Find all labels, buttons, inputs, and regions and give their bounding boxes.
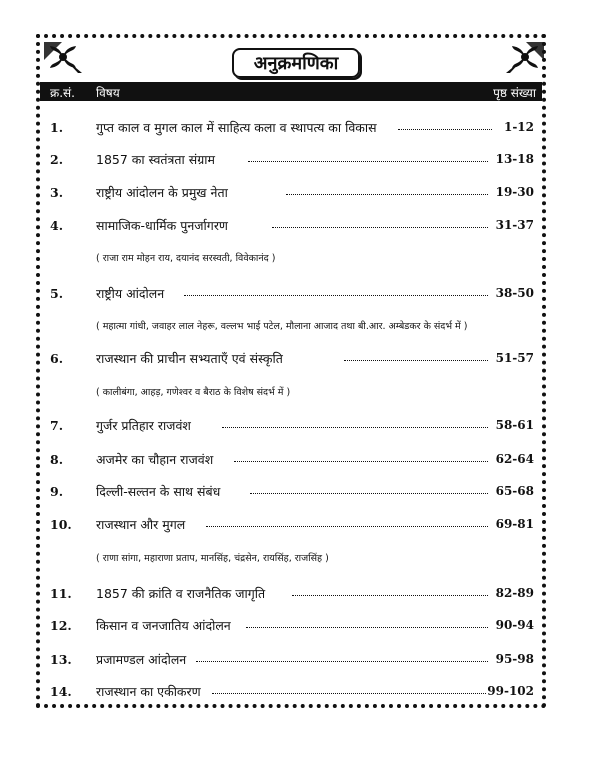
entry-title: अजमेर का चौहान राजवंश: [96, 452, 214, 467]
entry-number: 7.: [50, 418, 64, 433]
toc-entry[interactable]: [40, 682, 542, 702]
entry-title: गुप्त काल व मुगल काल में साहित्य कला व स्थापत्य का विकास: [96, 120, 377, 135]
entry-title: राष्ट्रीय आंदोलन: [96, 286, 165, 301]
toc-entry[interactable]: [40, 515, 542, 535]
toc-entry[interactable]: [40, 216, 542, 236]
entry-number: 12.: [50, 618, 72, 633]
entry-pages: 19-30: [495, 185, 534, 199]
entry-pages: 82-89: [495, 586, 534, 600]
entry-number: 6.: [50, 351, 64, 366]
dot-leader: [344, 360, 488, 361]
toc-entry[interactable]: [40, 584, 542, 604]
page-title: अनुक्रमणिका: [232, 48, 360, 78]
entry-note: ( राजा राम मोहन राय, दयानंद सरस्वती, विवेकानंद ): [96, 253, 276, 264]
entry-number: 4.: [50, 218, 64, 233]
entry-number: 13.: [50, 652, 72, 667]
entry-pages: 95-98: [495, 652, 534, 666]
toc-entry[interactable]: [40, 349, 542, 369]
entry-title: गुर्जर प्रतिहार राजवंश: [96, 418, 191, 433]
entry-number: 8.: [50, 452, 64, 467]
entry-pages: 69-81: [495, 517, 534, 531]
floral-ornament-icon: [42, 40, 84, 74]
entry-title: राष्ट्रीय आंदोलन के प्रमुख नेता: [96, 185, 228, 200]
entry-pages: 90-94: [495, 618, 534, 632]
toc-entry[interactable]: [40, 616, 542, 636]
entry-number: 2.: [50, 152, 64, 167]
dot-leader: [212, 693, 486, 694]
dot-leader: [292, 595, 488, 596]
header-number: क्र.सं.: [50, 86, 75, 100]
entry-title: राजस्थान की प्राचीन सभ्यताएँ एवं संस्कृति: [96, 351, 283, 366]
entry-pages: 38-50: [495, 286, 534, 300]
header-page-number: पृष्ठ संख्या: [493, 86, 536, 100]
entry-pages: 99-102: [487, 684, 534, 698]
dot-leader: [250, 493, 488, 494]
toc-entry[interactable]: [40, 183, 542, 203]
entry-pages: 31-37: [495, 218, 534, 232]
dot-leader: [398, 129, 492, 130]
toc-entry[interactable]: [40, 482, 542, 502]
dot-leader: [206, 526, 488, 527]
header-subject: विषय: [96, 86, 120, 100]
toc-entry[interactable]: [40, 118, 542, 138]
toc-entry[interactable]: [40, 416, 542, 436]
entry-note: ( राणा सांगा, महाराणा प्रताप, मानसिंह, चंद्रसेन, रायसिंह, राजसिंह ): [96, 553, 329, 564]
entry-pages: 58-61: [495, 418, 534, 432]
entry-number: 11.: [50, 586, 72, 601]
entry-pages: 1-12: [503, 120, 534, 134]
entry-title: किसान व जनजातिय आंदोलन: [96, 618, 231, 633]
floral-ornament-icon: [504, 40, 546, 74]
entry-number: 9.: [50, 484, 64, 499]
table-header: [40, 82, 542, 101]
dot-leader: [184, 295, 488, 296]
entry-title: राजस्थान का एकीकरण: [96, 684, 201, 699]
toc-entry[interactable]: [40, 450, 542, 470]
toc-entry[interactable]: [40, 650, 542, 670]
entry-title: दिल्ली-सल्तन के साथ संबंध: [96, 484, 221, 499]
entry-number: 10.: [50, 517, 72, 532]
dot-leader: [272, 227, 488, 228]
toc-entry[interactable]: [40, 150, 542, 170]
entry-number: 5.: [50, 286, 64, 301]
entry-pages: 62-64: [495, 452, 534, 466]
entry-pages: 13-18: [495, 152, 534, 166]
dot-leader: [286, 194, 488, 195]
entry-number: 14.: [50, 684, 72, 699]
entry-title: सामाजिक-धार्मिक पुनर्जागरण: [96, 218, 228, 233]
toc-entry[interactable]: [40, 284, 542, 304]
entry-pages: 65-68: [495, 484, 534, 498]
entry-title: राजस्थान और मुगल: [96, 517, 186, 532]
entry-number: 3.: [50, 185, 64, 200]
entry-note: ( महात्मा गांधी, जवाहर लाल नेहरू, वल्लभ भाई पटेल, मौलाना आजाद तथा बी.आर. अम्बेडकर के संदर्भ में ): [96, 321, 468, 332]
dot-leader: [246, 627, 488, 628]
entry-number: 1.: [50, 120, 64, 135]
entry-title: 1857 का स्वतंत्रता संग्राम: [96, 152, 215, 167]
dot-leader: [222, 427, 488, 428]
entry-title: प्रजामण्डल आंदोलन: [96, 652, 187, 667]
entry-title: 1857 की क्रांति व राजनैतिक जागृति: [96, 586, 266, 601]
dot-leader: [196, 661, 488, 662]
dot-leader: [248, 161, 488, 162]
entry-note: ( कालीबंगा, आहड़, गणेश्वर व बैराठ के विशेष संदर्भ में ): [96, 387, 291, 398]
dot-leader: [234, 461, 488, 462]
entry-pages: 51-57: [495, 351, 534, 365]
